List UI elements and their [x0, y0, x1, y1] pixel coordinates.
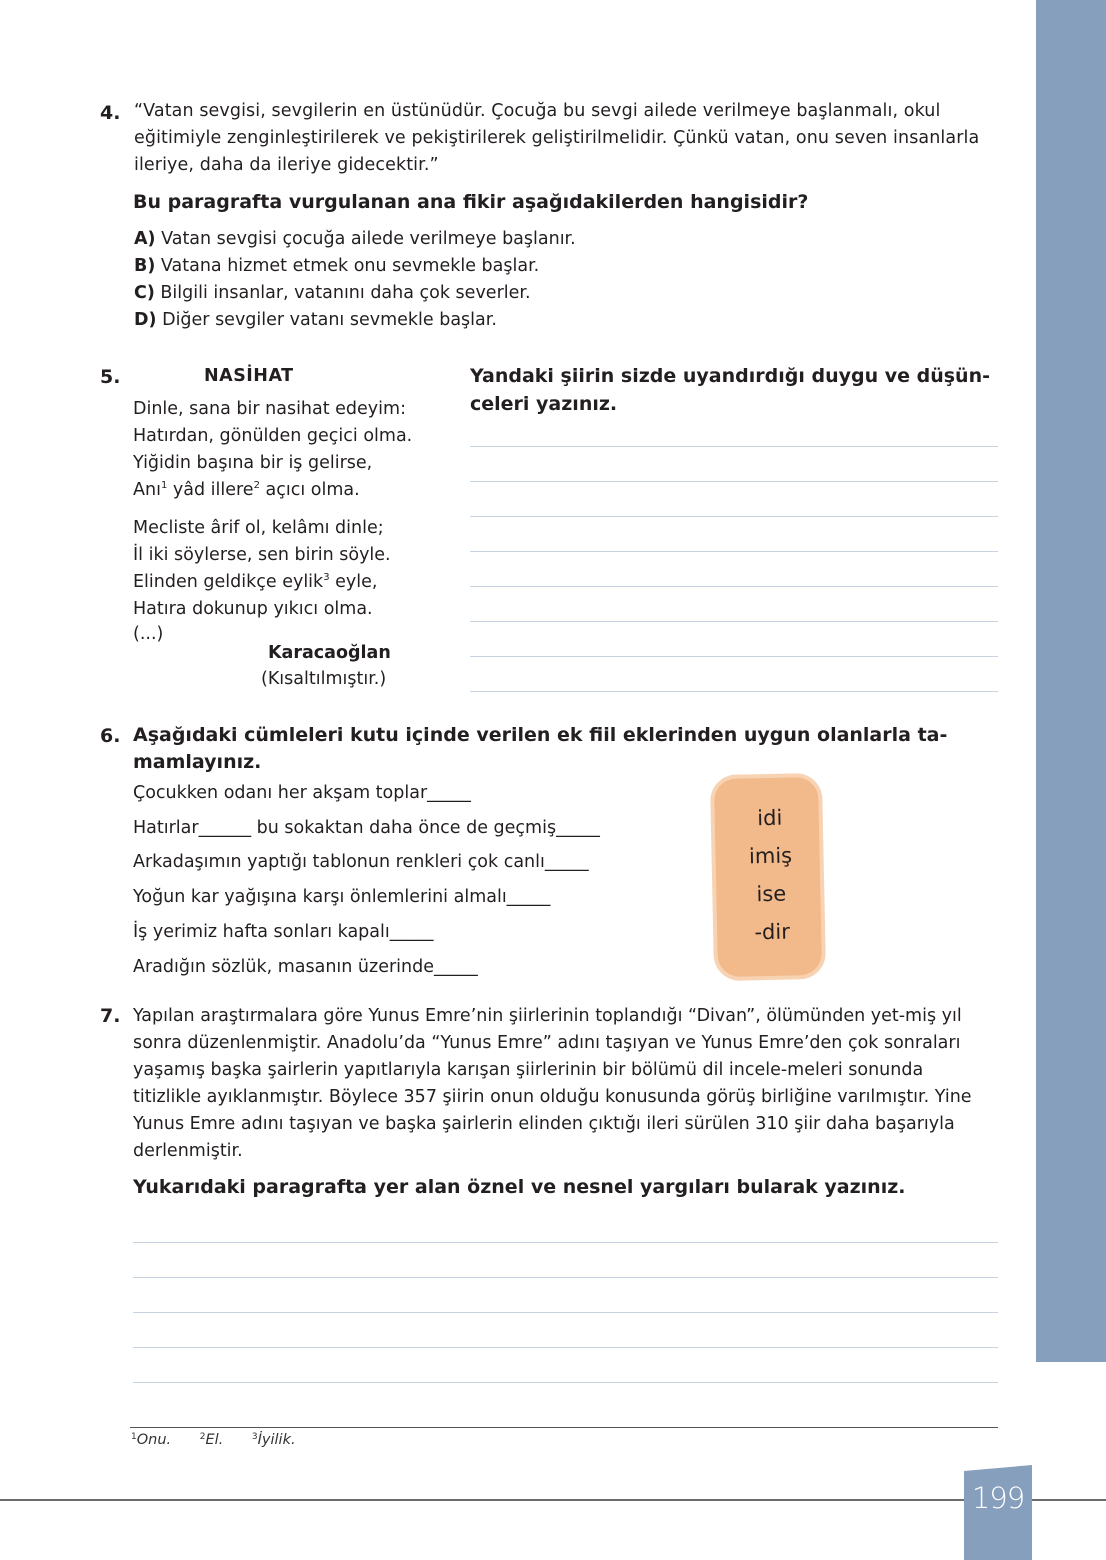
footnote-divider: [130, 1427, 998, 1428]
option-c[interactable]: [134, 280, 576, 307]
page-number: 199: [971, 1481, 1025, 1515]
option-text: Vatan sevgisi çocuğa ailede verilmeye başlanır.: [155, 229, 576, 249]
question-7-paragraph: Yapılan araştırmalara göre Yunus Emre’nin şiirlerinin toplandığı “Divan”, ölümünden yet-miş yıl sonra düzenlenmiştir. Anadolu’da “Yunus Emre” adını taşıyan ve Yunus Emre’den çok sonraları yaşamış başka şairlerin yapıtlarıyla karışan şiirlerinin bir bölümü dil incele-meleri sonunda titizlikle ayıklanmıştır. Böylece 357 şiirin onun olduğu konusunda görüş birliğine varılmıştır. Yine Yunus Emre adını taşıyan ve başka şairlerin elinden çıktığı ileri sürülen 310 şiir daha başarıyla derlenmiştir.: [133, 1006, 972, 1161]
option-letter: D): [134, 310, 157, 330]
writing-line[interactable]: [470, 691, 998, 692]
question-5-prompt: Yandaki şiirin sizde uyandırdığı duygu ve düşün-celeri yazınız.: [470, 365, 990, 415]
footnote-ref: 1: [160, 480, 168, 491]
footnote-text: Onu.: [136, 1432, 172, 1448]
footnote-marker: 1: [131, 1432, 137, 1442]
footnote-ref: 2: [253, 480, 260, 491]
suffix-item: ise: [756, 881, 787, 907]
footnote-text: İyilik.: [257, 1432, 296, 1448]
poem-text: Elinden geldikçe eylik: [133, 572, 324, 592]
poem-line: [133, 569, 412, 596]
option-text: Diğer sevgiler vatanı sevmekle başlar.: [156, 310, 497, 330]
writing-line[interactable]: [133, 1312, 998, 1313]
poem-author: Karacaoğlan: [268, 643, 391, 663]
suffix-item: imiş: [748, 843, 793, 869]
fill-sentence[interactable]: Hatırlar______ bu sokaktan daha önce de geçmiş_____: [133, 818, 600, 838]
question-6-number: 6.: [100, 725, 121, 747]
fill-sentence[interactable]: Çocukken odanı her akşam toplar_____: [133, 783, 471, 803]
writing-line[interactable]: [470, 656, 998, 657]
option-letter: C): [134, 283, 155, 303]
writing-line[interactable]: [470, 446, 998, 447]
writing-line[interactable]: [133, 1347, 998, 1348]
footnote-text: El.: [205, 1432, 224, 1448]
footnote: [131, 1432, 171, 1448]
question-5-number: 5.: [100, 366, 121, 388]
writing-line[interactable]: [470, 621, 998, 622]
option-b[interactable]: [134, 253, 576, 280]
writing-line[interactable]: [133, 1277, 998, 1278]
footnote: [252, 1432, 296, 1448]
poem-line: Hatırdan, gönülden geçici olma.: [133, 426, 413, 446]
question-4-paragraph: “Vatan sevgisi, sevgilerin en üstünüdür. Çocuğa bu sevgi ailede verilmeye başlanmalı, okul eğitimiyle zenginleştirilerek ve pekiştirilerek geliştirilmelidir. Çünkü vatan, onu seven insanlarla ileriye, daha da ileriye gidecektir.”: [134, 101, 980, 175]
writing-line[interactable]: [133, 1242, 998, 1243]
poem-line: Mecliste ârif ol, kelâmı dinle;: [133, 518, 384, 538]
question-4-prompt: Bu paragrafta vurgulanan ana fikir aşağıdakilerden hangisidir?: [133, 191, 809, 213]
fill-sentence[interactable]: Aradığın sözlük, masanın üzerinde_____: [133, 957, 478, 977]
writing-line[interactable]: [470, 551, 998, 552]
poem-text: Anı: [133, 480, 161, 500]
footnote-marker: 3: [251, 1432, 258, 1442]
poem-line: Hatıra dokunup yıkıcı olma.: [133, 599, 373, 619]
suffix-item: -dir: [754, 919, 791, 945]
question-7-number: 7.: [100, 1005, 121, 1027]
fill-sentence[interactable]: İş yerimiz hafta sonları kapalı_____: [133, 922, 434, 942]
poem-line: Dinle, sana bir nasihat edeyim:: [133, 399, 406, 419]
option-d[interactable]: [134, 307, 576, 334]
poem-text: açıcı olma.: [259, 480, 360, 500]
poem-line: [133, 477, 412, 504]
question-6-prompt: Aşağıdaki cümleleri kutu içinde verilen ek fiil eklerinden uygun olanlarla ta-mamlayınız.: [133, 724, 948, 773]
fill-sentence[interactable]: Arkadaşımın yaptığı tablonun renkleri çok canlı_____: [133, 852, 589, 872]
poem: [133, 396, 412, 645]
option-a[interactable]: [134, 226, 576, 253]
side-color-band: [1036, 0, 1106, 1362]
option-letter: A): [134, 229, 156, 249]
poem-text: eyle,: [329, 572, 378, 592]
footnote-ref: 3: [323, 572, 330, 583]
suffix-item: idi: [757, 805, 783, 831]
writing-line[interactable]: [470, 586, 998, 587]
footnotes: [131, 1432, 320, 1448]
writing-line[interactable]: [470, 481, 998, 482]
poem-ellipsis: (...): [133, 624, 164, 644]
writing-line[interactable]: [133, 1382, 998, 1383]
bottom-rule: [0, 1499, 1106, 1501]
poem-title: NASİHAT: [204, 366, 294, 386]
footnote: [200, 1432, 224, 1448]
option-letter: B): [134, 256, 156, 276]
fill-sentence[interactable]: Yoğun kar yağışına karşı önlemlerini almalı_____: [133, 887, 551, 907]
poem-text: yâd illere: [167, 480, 254, 500]
poem-stanza-2: [133, 515, 412, 645]
poem-line: İl iki söylerse, sen birin söyle.: [133, 545, 391, 565]
question-4-number: 4.: [100, 102, 121, 124]
poem-line: Yiğidin başına bir iş gelirse,: [133, 453, 373, 473]
writing-line[interactable]: [470, 516, 998, 517]
suffix-box: [714, 777, 822, 977]
option-text: Bilgili insanlar, vatanını daha çok severler.: [154, 283, 531, 303]
option-text: Vatana hizmet etmek onu sevmekle başlar.: [155, 256, 540, 276]
question-7-prompt: Yukarıdaki paragrafta yer alan öznel ve nesnel yargıları bularak yazınız.: [133, 1176, 906, 1198]
question-4-options: [134, 226, 576, 334]
poem-abridged-note: (Kısaltılmıştır.): [261, 669, 387, 689]
footnote-marker: 2: [199, 1432, 206, 1442]
poem-stanza-1: [133, 396, 412, 504]
